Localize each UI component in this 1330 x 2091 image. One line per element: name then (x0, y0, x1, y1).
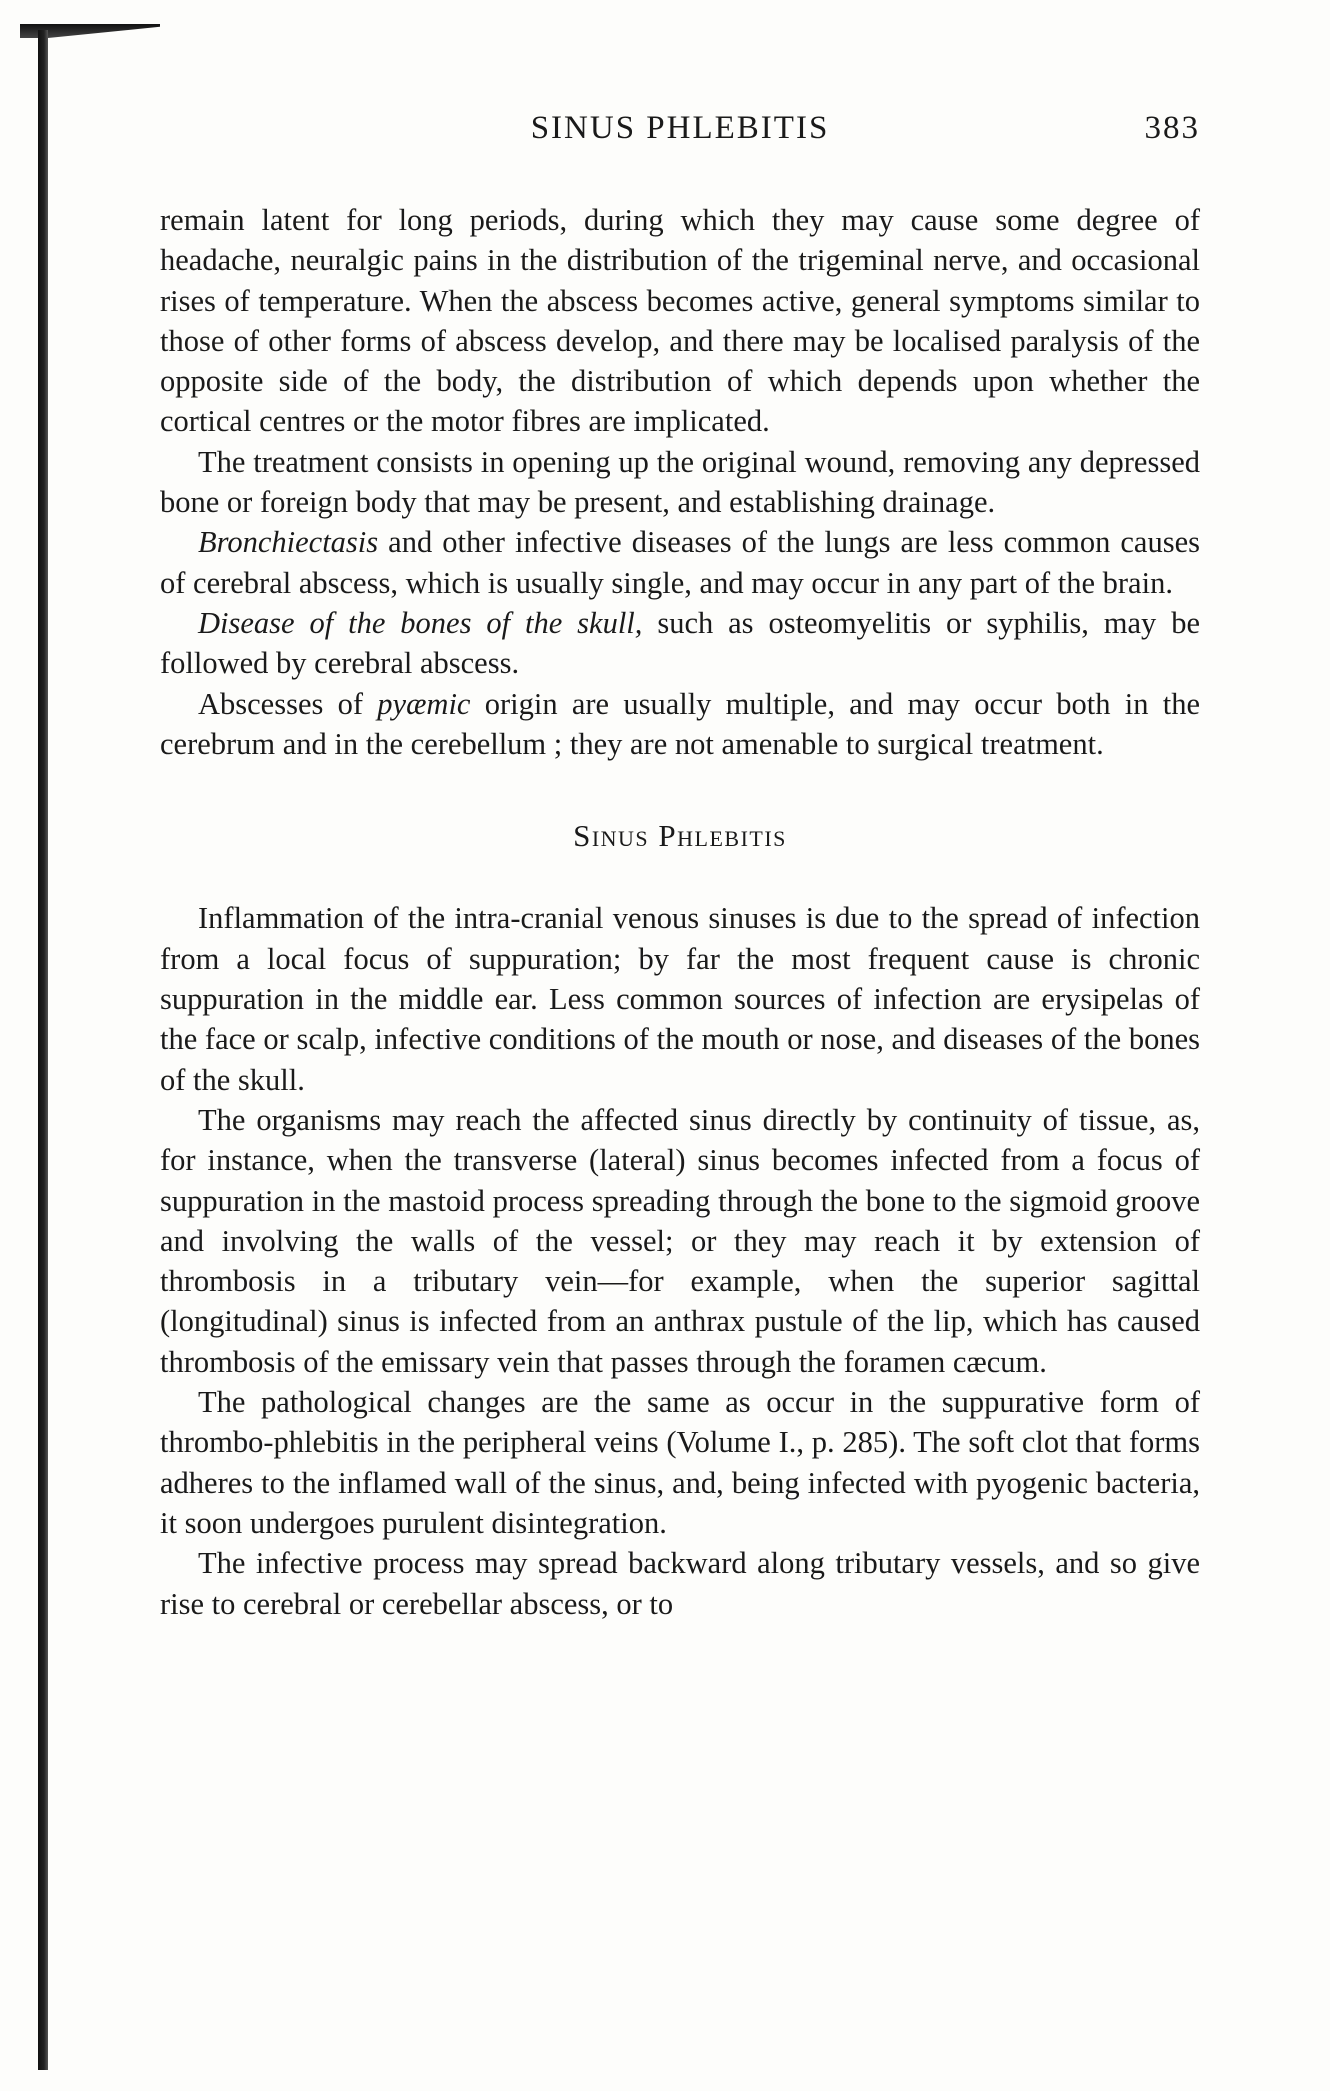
paragraph-text: Abscesses of (198, 686, 378, 721)
paragraph-text: origin are usually multiple, and may occur both in the cerebrum and in the cerebellum ; they are not amenable to surgical treatment. (160, 686, 1200, 761)
paragraph (160, 1100, 1200, 1382)
binding-edge (38, 30, 48, 2070)
running-title: SINUS PHLEBITIS (530, 110, 830, 146)
paragraph-text: The treatment consists in opening up the original wound, removing any depressed bone or foreign body that may be present, and establishing drainage. (160, 444, 1200, 520)
italic-text: Bronchiectasis (198, 525, 379, 560)
paragraph-text: Inflammation of the intra-cranial venous sinuses is due to the spread of infection from a local focus of suppuration; by far the most frequent cause is chronic suppuration in the middle ear. Less common sources of infection are erysipelas of the face or scalp, infective conditions of the mouth or nose, and diseases of the bones of the skull. (160, 901, 1200, 1097)
paragraph (160, 1543, 1200, 1624)
paragraphs-before-heading (160, 200, 1200, 764)
paragraph-text: such as osteomyelitis or syphilis, may be followed by cerebral abscess. (160, 605, 1201, 681)
paragraph (160, 684, 1200, 765)
paragraph (160, 522, 1200, 603)
paragraph (160, 898, 1200, 1099)
paragraph (160, 200, 1200, 442)
page-body (160, 200, 1200, 1624)
page-number: 383 (1144, 110, 1200, 146)
paragraph-text: remain latent for long periods, during which they may cause some degree of headache, neuralgic pains in the distribution of the trigeminal nerve, and occasional rises of temperature. When the abscess becomes active, general symptoms similar to those of other forms of abscess develop, and there may be localised paralysis of the opposite side of the body, the distribution of which depends upon whether the cortical centres or the motor fibres are implicated. (160, 203, 1200, 439)
paragraphs-after-heading (160, 898, 1200, 1623)
paragraph-text: The infective process may spread backward along tributary vessels, and so give rise to cerebral or cerebellar abscess, or to (160, 1546, 1200, 1621)
italic-text: Disease of the bones of the skull, (198, 605, 643, 640)
italic-text: pyæmic (377, 686, 471, 721)
running-header (160, 110, 1200, 158)
paragraph (160, 603, 1200, 684)
paragraph-text: The organisms may reach the affected sinus directly by continuity of tissue, as, for instance, when the transverse (lateral) sinus becomes infected from a focus of suppuration in the mastoid process spreading through the bone to the sigmoid groove and involving the walls of the vessel; or they may reach it by extension of thrombosis in a tributary vein—for example, when the superior sagittal (longitudinal) sinus is infected from an anthrax pustule of the lip, which has caused thrombosis of the emissary vein that passes through the foramen cæcum. (160, 1102, 1200, 1379)
paragraph (160, 442, 1200, 523)
paragraph (160, 1382, 1200, 1543)
section-heading: Sinus Phlebitis (573, 818, 787, 854)
paragraph-text: The pathological changes are the same as occur in the suppurative form of thrombo-phlebitis in the peripheral veins (Volume I., p. 285). The soft clot that forms adheres to the inflamed wall of the sinus, and, being infected with pyogenic bacteria, it soon undergoes purulent disintegration. (160, 1385, 1200, 1540)
paragraph-text: and other infective diseases of the lungs are less common causes of cerebral abscess, which is usually single, and may occur in any part of the brain. (160, 525, 1200, 600)
